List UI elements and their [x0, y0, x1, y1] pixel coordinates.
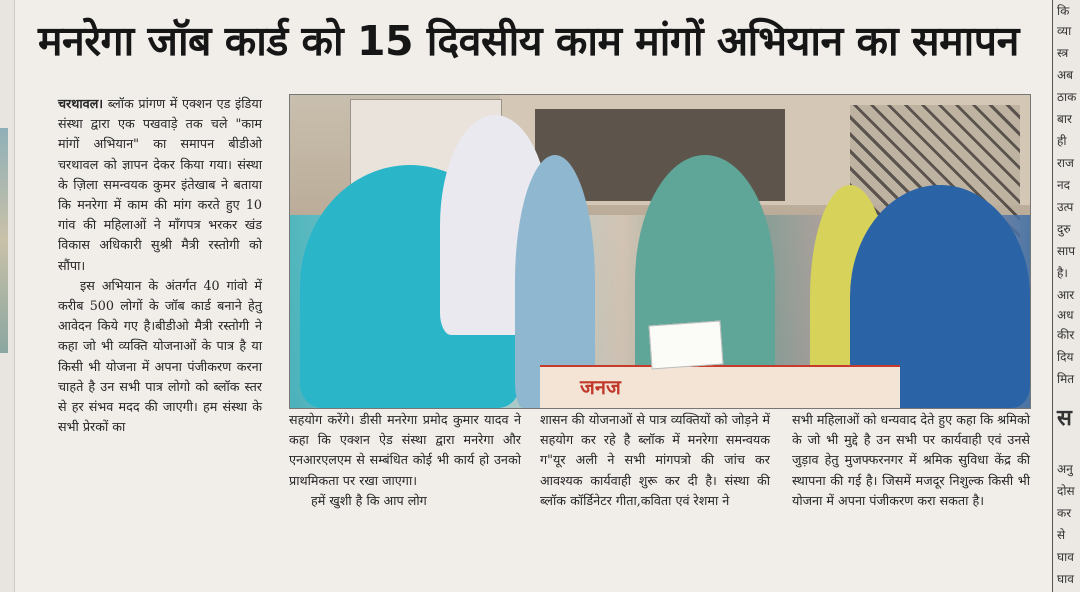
adjacent-text-fragment: राज	[1057, 156, 1074, 170]
adjacent-text-fragment: अध	[1057, 308, 1074, 322]
adjacent-text-fragment: स्त्र	[1057, 46, 1069, 60]
photo-memorandum-paper	[649, 321, 724, 370]
adjacent-text-fragment: कर	[1057, 506, 1072, 520]
adjacent-text-fragment: नद	[1057, 178, 1071, 192]
col1-paragraph-1: ब्लॉक प्रांगण में एक्शन एड इंडिया संस्था द्वारा एक पखवाड़े तक चले "काम मांगों अभियान" का समापन बीडीओ चरथावल को ज्ञापन देकर किया गया। संस्था के ज़िला समन्वयक कुमर इंतेखाब ने बताया कि मनरेगा में काम की मांग करते हुए 10 गांव की महिलाओं ने माँगपत्र भरकर खंड विकास अधिकारी सुश्री मैत्री रस्तोगी को सौंपा।	[58, 96, 262, 273]
news-photo	[289, 94, 1031, 409]
adjacent-text-fragment: कीर	[1057, 328, 1075, 342]
adjacent-text-fragment: ही	[1057, 134, 1067, 148]
headline: मनरेगा जॉब कार्ड को 15 दिवसीय काम मांगों अभियान का समापन	[38, 17, 1019, 65]
photo-flex-banner	[540, 365, 900, 409]
adjacent-text-fragment: घाव	[1057, 572, 1074, 586]
adjacent-text-fragment: उत्प	[1057, 200, 1074, 214]
adjacent-text-fragment: आर	[1057, 288, 1075, 302]
adjacent-text-fragment: दोस	[1057, 484, 1075, 498]
photo-banner-text: जनज	[580, 375, 621, 399]
article-column-3	[540, 410, 770, 511]
adjacent-text-fragment: साप	[1057, 244, 1076, 258]
col2-paragraph-1: सहयोग करेंगे। डीसी मनरेगा प्रमोद कुमार यादव ने कहा कि एक्शन ऐड संस्था द्वारा मनरेगा और एनआरएलएम से सम्बंधित कोई भी कार्य हो उनको प्राथमिकता पर रखा जाएगा।	[289, 412, 521, 488]
article-column-2	[289, 410, 521, 511]
adjacent-text-fragment: कि	[1057, 4, 1070, 18]
dateline: चरथावल।	[58, 96, 104, 111]
adjacent-photo-fragment	[0, 128, 8, 353]
adjacent-text-fragment: व्या	[1057, 24, 1072, 38]
adjacent-text-fragment: स	[1057, 405, 1072, 431]
col3-paragraph-1: शासन की योजनाओं से पात्र व्यक्तियों को जोड़ने में सहयोग कर रहे है ब्लॉक में मनरेगा समन्वयक ग"यूर अली ने सभी मांगपत्रो की जांच कर आवश्यक कार्यवाही शुरू कर दी है। संस्था की ब्लॉक कॉर्डिनेटर गीता,कविता एवं रेशमा ने	[540, 412, 770, 508]
adjacent-text-fragment: बार	[1057, 112, 1072, 126]
adjacent-text-fragment: है।	[1057, 266, 1068, 280]
adjacent-text-fragment: घाव	[1057, 550, 1074, 564]
col2-paragraph-2: हमें खुशी है कि आप लोग	[311, 492, 427, 508]
adjacent-text-fragment: अब	[1057, 68, 1074, 82]
adjacent-text-fragment: अनु	[1057, 462, 1073, 476]
col4-paragraph-1: सभी महिलाओं को धन्यवाद देते हुए कहा कि श्रमिको के जो भी मुद्दे है उन सभी पर कार्यवाही एवं उनसे जुड़ाव हेतु मुजफ्फरनगर में श्रमिक सुविधा केंद्र की स्थापना की गई है। जिसमें मजदूर निशुल्क किसी भी योजना में अपना पंजीकरण करा सकता है।	[792, 412, 1030, 508]
adjacent-text-fragment: से	[1057, 528, 1066, 542]
col1-paragraph-2: इस अभियान के अंतर्गत 40 गांवो में करीब 500 लोगों के जॉब कार्ड बनाने हेतु आवेदन किये गए है।बीडीओ मैत्री रस्तोगी ने कहा जो भी व्यक्ति योजनाओं के पात्र है या किसी भी योजना में अपना पंजीकरण करना चाहते है उन सभी पात्र लोगो को ब्लॉक स्तर से हर संभव मदद की जाएगी। हम संस्था के सभी प्रेरकों का	[58, 277, 262, 435]
adjacent-column-right	[1052, 0, 1080, 592]
adjacent-text-fragment: दिय	[1057, 350, 1074, 364]
adjacent-text-fragment: मित	[1057, 372, 1075, 386]
adjacent-text-fragment: ठाक	[1057, 90, 1077, 104]
article-column-4	[792, 410, 1030, 511]
article-column-1	[58, 94, 262, 437]
adjacent-text-fragment: दुरु	[1057, 222, 1071, 236]
